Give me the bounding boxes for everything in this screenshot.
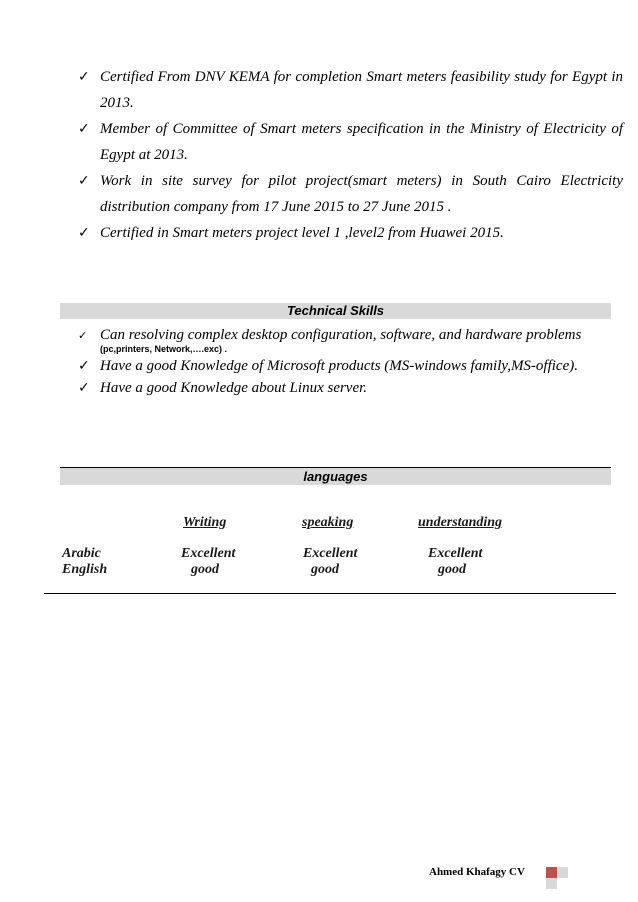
list-item: ✓ Member of Committee of Smart meters specification in the Ministry of Electricity of Egypt at 2013. xyxy=(78,116,623,168)
section-title-languages: languages xyxy=(60,468,611,485)
list-item: ✓ Have a good Knowledge about Linux server. xyxy=(78,377,623,399)
language-understanding: good xyxy=(438,562,466,577)
language-writing: Excellent xyxy=(181,546,236,561)
language-writing: good xyxy=(191,562,219,577)
language-speaking: Excellent xyxy=(303,546,358,561)
list-item: ✓ Certified in Smart meters project level 1 ,level2 from Huawei 2015. xyxy=(78,220,623,246)
check-mark-icon: ✓ xyxy=(78,358,90,374)
language-name: Arabic xyxy=(62,546,101,561)
technical-skills-list xyxy=(78,324,623,399)
list-item: ✓ Can resolving complex desktop configuration, software, and hardware problems (pc,printers, Network,….exc) . xyxy=(78,324,623,355)
check-mark-icon: ✓ xyxy=(78,173,90,189)
language-name: English xyxy=(62,562,108,577)
language-understanding: Excellent xyxy=(428,546,483,561)
check-mark-icon: ✓ xyxy=(78,69,90,85)
list-item: ✓ Work in site survey for pilot project(smart meters) in South Cairo Electricity distribution company from 17 June 2015 to 27 June 2015 . xyxy=(78,168,623,220)
header-writing: Writing xyxy=(183,515,227,530)
check-mark-icon: ✓ xyxy=(78,225,90,241)
section-title-technical-skills: Technical Skills xyxy=(60,303,611,319)
list-item: ✓ Have a good Knowledge of Microsoft products (MS-windows family,MS-office). xyxy=(78,355,623,377)
header-understanding: understanding xyxy=(418,515,503,530)
divider xyxy=(44,593,616,594)
list-item: ✓ Certified From DNV KEMA for completion Smart meters feasibility study for Egypt in 2013. xyxy=(78,64,623,116)
language-speaking: good xyxy=(311,562,339,577)
header-speaking: speaking xyxy=(302,515,354,530)
check-mark-icon: ✓ xyxy=(78,380,90,396)
footer-square-accent xyxy=(546,867,557,878)
experience-list xyxy=(78,64,623,246)
skill-note: (pc,printers, Network,….exc) . xyxy=(100,344,228,354)
check-mark-icon: ✓ xyxy=(78,121,90,137)
footer-square-muted xyxy=(557,867,568,878)
check-mark-icon: ✓ xyxy=(78,329,88,342)
footer-label: Ahmed Khafagy CV xyxy=(429,866,525,878)
footer-square-muted xyxy=(546,878,557,889)
